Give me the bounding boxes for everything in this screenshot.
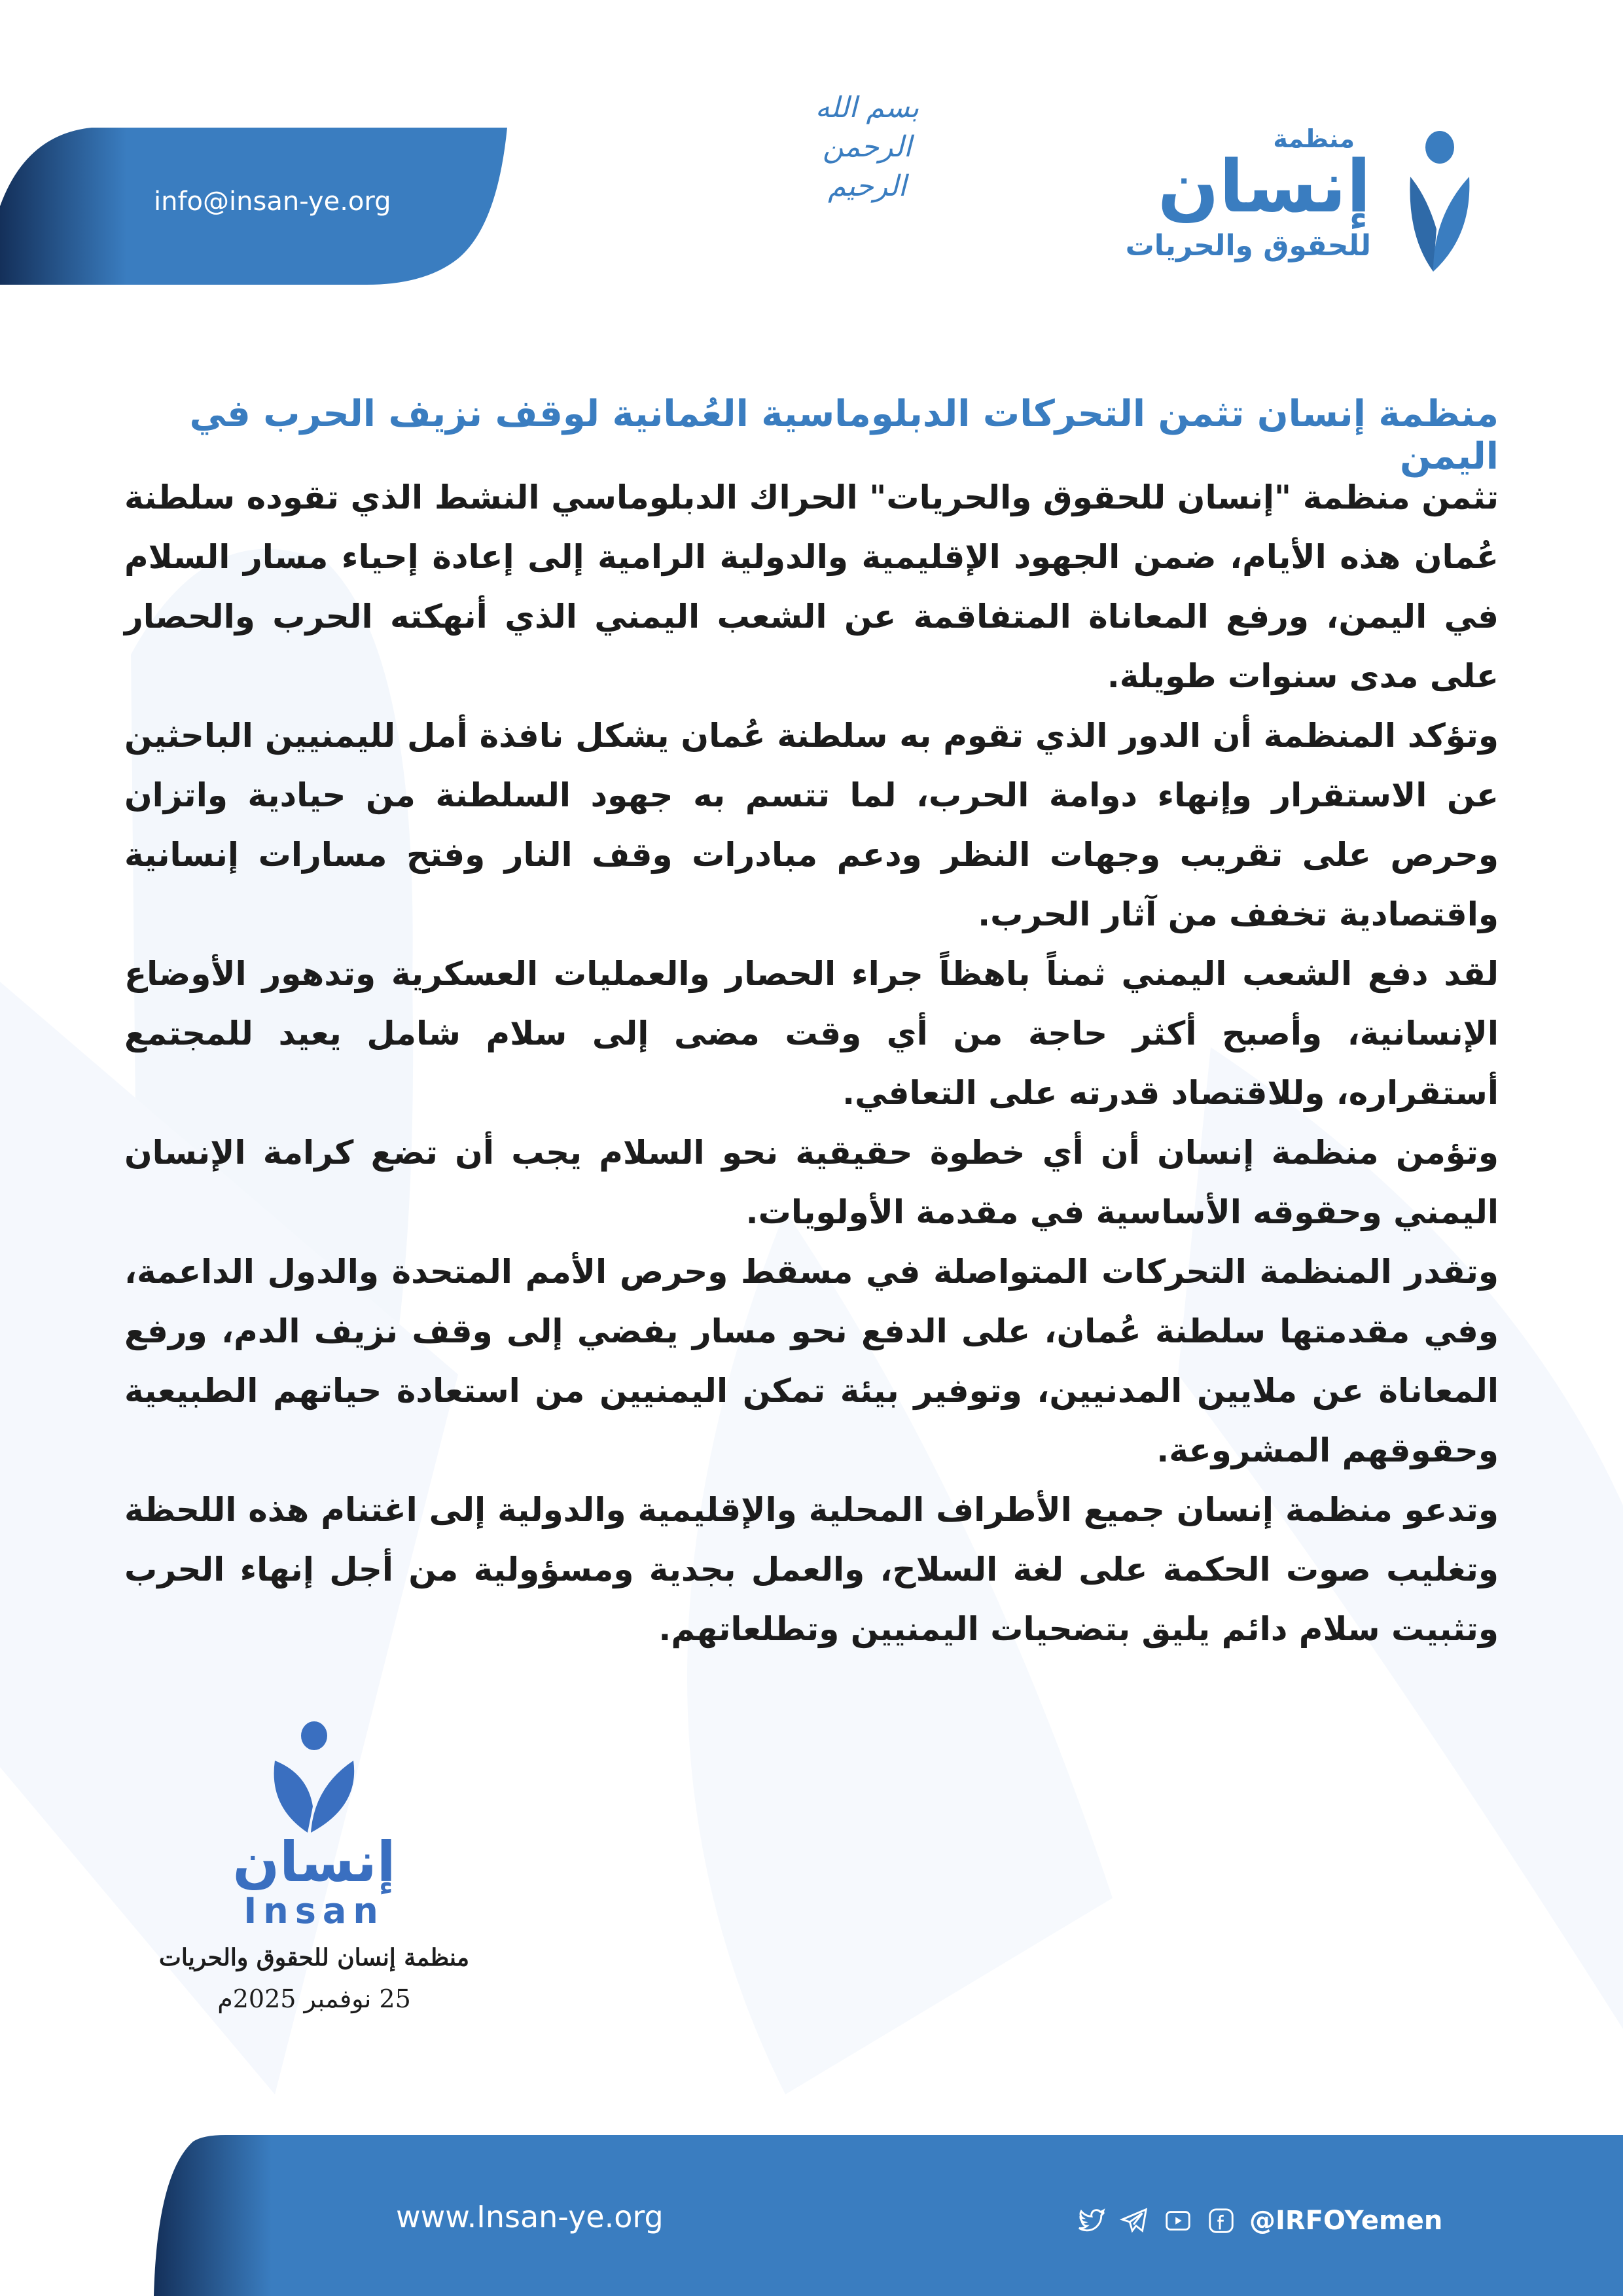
twitter-icon[interactable] <box>1077 2206 1107 2236</box>
logo-text-small: منظمة <box>1273 124 1355 153</box>
basmala-calligraphy: بسم الله الرحمن الرحيم <box>815 91 919 203</box>
document-body <box>124 468 1499 1659</box>
stamp-logo-english: Insan <box>243 1890 385 1931</box>
paragraph: وتقدر المنظمة التحركات المتواصلة في مسقط وحرص الأمم المتحدة والدول الداعمة، وفي مقدمتها سلطنة عُمان، على الدفع نحو مسار يفضي إلى وقف نزيف الدم، ورفع المعاناة عن ملايين المدنيين، وتوفير بيئة تمكن اليمنيين من استعادة حياتهم الطبيعية وحقوقهم المشروعة. <box>124 1253 1499 1469</box>
insan-logo <box>1106 124 1486 281</box>
footer-social <box>1077 2206 1442 2236</box>
youtube-icon[interactable] <box>1163 2206 1193 2236</box>
insan-stamp-logo-icon <box>268 1721 360 1833</box>
footer-website-link[interactable]: www.Insan-ye.org <box>396 2199 664 2234</box>
signature-block <box>118 1721 510 2013</box>
facebook-icon[interactable] <box>1206 2206 1236 2236</box>
insan-logo-icon <box>1407 131 1472 272</box>
paragraph: لقد دفع الشعب اليمني ثمناً باهظاً جراء الحصار والعمليات العسكرية وتدهور الأوضاع الإنسانية، وأصبح أكثر حاجة من أي وقت مضى إلى سلام شامل يعيد للمجتمع أستقراره، وللاقتصاد قدرته على التعافي. <box>124 955 1499 1112</box>
signature-org-name: منظمة إنسان للحقوق والحريات <box>158 1944 470 1971</box>
logo-text-sub: للحقوق والحريات <box>1125 229 1371 262</box>
stamp-logo-arabic: إنسان <box>232 1830 396 1894</box>
paragraph: تثمن منظمة "إنسان للحقوق والحريات" الحراك الدبلوماسي النشط الذي تقوده سلطنة عُمان هذه الأيام، ضمن الجهود الإقليمية والدولية الرامية إلى إعادة إحياء مسار السلام في اليمن، ورفع المعاناة المتفاقمة عن الشعب اليمني الذي أنهكته الحرب والحصار على مدى سنوات طويلة. <box>124 478 1499 695</box>
paragraph: وتؤمن منظمة إنسان أن أي خطوة حقيقية نحو السلام يجب أن تضع كرامة الإنسان اليمني وحقوقه الأساسية في مقدمة الأولويات. <box>124 1134 1499 1231</box>
social-handle[interactable]: @IRFOYemen <box>1249 2206 1443 2236</box>
signature-date: 25 نوفمبر 2025م <box>217 1984 411 2013</box>
paragraph: وتدعو منظمة إنسان جميع الأطراف المحلية والإقليمية والدولية إلى اغتنام هذه اللحظة وتغليب صوت الحكمة على لغة السلاح، والعمل بجدية ومسؤولية من أجل إنهاء الحرب وتثبيت سلام دائم يليق بتضحيات اليمنيين وتطلعاتهم. <box>124 1491 1499 1648</box>
paragraph: وتؤكد المنظمة أن الدور الذي تقوم به سلطنة عُمان يشكل نافذة أمل لليمنيين الباحثين عن الاستقرار وإنهاء دوامة الحرب، لما تتسم به جهود السلطنة من حيادية واتزان وحرص على تقريب وجهات النظر ودعم مبادرات وقف النار وفتح مسارات إنسانية واقتصادية تخفف من آثار الحرب. <box>124 717 1499 933</box>
telegram-icon[interactable] <box>1120 2206 1150 2236</box>
header-email[interactable]: info@insan-ye.org <box>154 187 391 217</box>
document-title: منظمة إنسان تثمن التحركات الدبلوماسية العُمانية لوقف نزيف الحرب في اليمن <box>189 393 1499 478</box>
logo-text-big: إنسان <box>1157 145 1371 228</box>
